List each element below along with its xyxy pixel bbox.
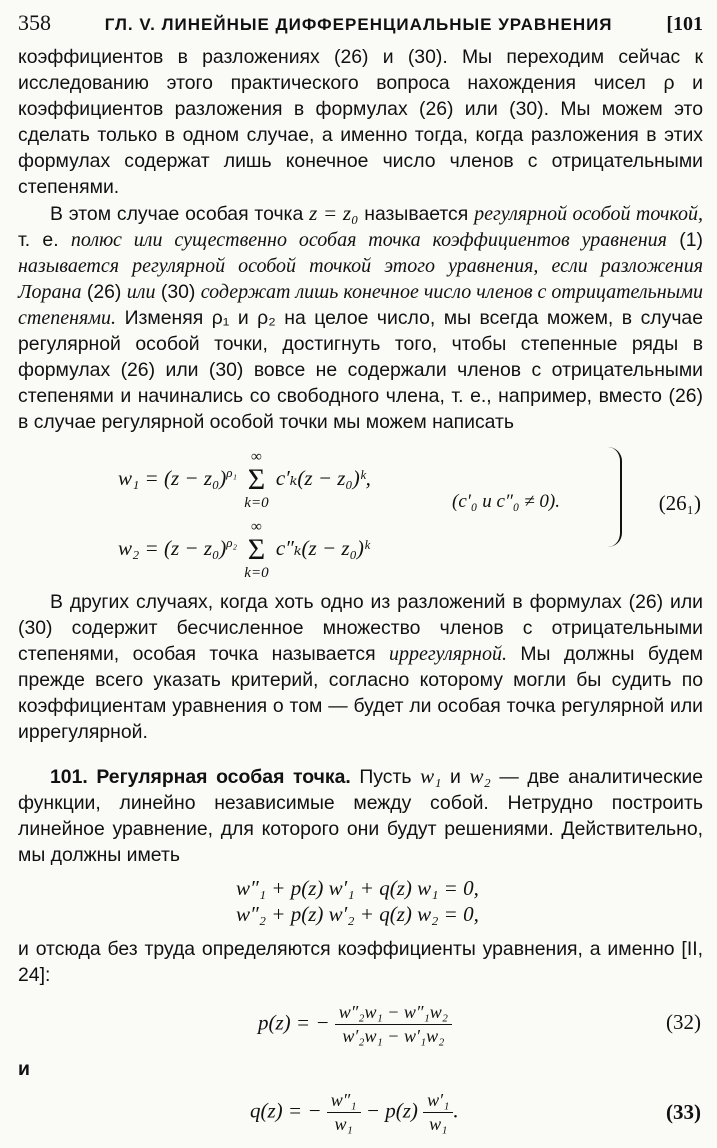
paragraph-3 <box>18 589 703 745</box>
eq33-fraction-2 <box>423 1090 453 1135</box>
italic-text: содержат лишь конечное число членов с отрицательными степенями. <box>18 281 703 329</box>
text: называется <box>358 203 475 225</box>
eq-exponent: ρ₂ <box>226 534 238 550</box>
page-header <box>18 10 703 44</box>
text: В других случаях, когда хоть одно из разложений в формулах (26) или (30) содержит бесчисленное множество членов с отрицательными степенями, особая точка называется <box>18 591 703 665</box>
section-marker: [101 <box>666 13 703 35</box>
text: (1) <box>666 229 703 251</box>
equation-number: (33) <box>666 1100 701 1124</box>
eq-text: c′ₖ(z − z₀)ᵏ, <box>275 465 371 490</box>
text: (30) <box>155 281 201 303</box>
right-brace <box>608 447 622 547</box>
equation-26-1 <box>18 441 703 589</box>
eq-text: q(z) = − <box>250 1098 322 1123</box>
paragraph-2 <box>18 200 703 435</box>
sum-upper: ∞ <box>251 519 262 535</box>
text: т. е. <box>18 229 71 251</box>
eq32-body <box>258 1002 452 1047</box>
paragraph-6: и <box>18 1058 30 1080</box>
paragraph-4 <box>18 763 703 868</box>
eq-system-line-2: w″₂ + p(z) w′₂ + q(z) w₂ = 0, <box>236 902 479 926</box>
eq32-fraction <box>335 1002 452 1047</box>
eq33-fraction-1 <box>327 1090 361 1135</box>
eq-text: . <box>453 1098 459 1123</box>
eq-text: − p(z) <box>365 1098 418 1123</box>
eq-exponent: ρ₁ <box>226 464 238 480</box>
text: В этом случае особая точка <box>50 203 310 225</box>
italic-text: полюс или существенно особая точка коэффициентов уравнения <box>70 229 667 251</box>
sum-upper: ∞ <box>251 449 262 465</box>
eq-system-line-1: w″₁ + p(z) w′₁ + q(z) w₁ = 0, <box>236 876 479 900</box>
fraction-numerator: w′₁ <box>423 1090 453 1113</box>
eq-text: w₁ = (z − z₀) <box>118 465 227 490</box>
text: — две аналитические функции, линейно независимые между собой. Нетрудно построить линейное уравнение, для которого они будут решениями. Действительно, мы должны иметь <box>18 766 703 866</box>
math-inline: w₁ <box>420 764 442 788</box>
fraction-numerator: w″₂w₁ − w″₁w₂ <box>335 1002 452 1025</box>
italic-text: иррегулярной. <box>388 643 507 665</box>
sum-symbol: ∞ Σ k=0 <box>244 519 269 581</box>
equation-33 <box>18 1086 703 1148</box>
math-inline: w₂ <box>469 764 491 788</box>
paragraph-5: и отсюда без труда определяются коэффициенты уравнения, а именно [II, 24]: <box>18 938 703 986</box>
fraction-denominator: w₁ <box>334 1114 353 1134</box>
spacer <box>18 745 703 763</box>
equation-number: (26₁) <box>658 491 701 515</box>
eq33-body <box>250 1090 459 1135</box>
fraction-denominator: w′₂w₁ − w′₁w₂ <box>342 1026 445 1046</box>
sum-lower: k=0 <box>244 565 269 581</box>
equation-system <box>18 872 703 936</box>
section-heading: 101. Регулярная особая точка. <box>50 766 351 788</box>
paragraph-1: коэффициентов в разложениях (26) и (30). Мы переходим сейчас к исследованию этого практического вопроса нахождения чисел ρ и коэффициентов разложения в формулах (26) или (30). Мы можем это сделать только в одном случае, а именно тогда, когда разложения в этих формулах содержат лишь конечное число членов с отрицательными степенями. <box>18 46 703 198</box>
eq-line-w1 <box>118 449 371 511</box>
italic-text: регулярной особой точкой, <box>474 203 703 225</box>
math-inline: z = z₀ <box>309 201 359 225</box>
fraction-denominator: w₁ <box>429 1114 448 1134</box>
eq-line-w2 <box>118 519 370 581</box>
text: и <box>441 766 470 788</box>
chapter-title: ГЛ. V. ЛИНЕЙНЫЕ ДИФФЕРЕНЦИАЛЬНЫЕ УРАВНЕНИЯ <box>104 15 613 34</box>
sum-lower: k=0 <box>244 495 269 511</box>
text: (26) <box>81 281 127 303</box>
italic-text: или <box>126 281 156 303</box>
italic-text: называется регулярной особой точкой этого уравнения, если разложения Лорана <box>18 255 703 303</box>
eq-text: w₂ = (z − z₀) <box>118 535 227 560</box>
eq-text: p(z) = − <box>258 1010 330 1035</box>
text: Пусть <box>350 766 421 788</box>
page-number: 358 <box>18 10 51 35</box>
equation-32 <box>18 994 703 1056</box>
sum-symbol: ∞ Σ k=0 <box>244 449 269 511</box>
equation-number: (32) <box>666 1010 701 1034</box>
text: Изменяя ρ₁ и ρ₂ на целое число, мы всегда можем, в случае регулярной особой точки, достигнуть того, чтобы степенные ряды в формулах (26) или (30) вовсе не содержали членов с отрицательными степенями и начинались со свободного члена, т. е., например, вместо (26) в случае регулярной особой точки мы можем написать <box>18 307 703 433</box>
eq-text: c″ₖ(z − z₀)ᵏ <box>275 535 370 560</box>
fraction-numerator: w″₁ <box>327 1090 361 1113</box>
text: Мы должны будем прежде всего указать критерий, согласно которому могли бы судить по коэффициентам уравнения о том — будет ли особая точка регулярной или иррегулярной. <box>18 643 703 743</box>
eq-condition: (c′₀ и c″₀ ≠ 0). <box>452 491 560 512</box>
